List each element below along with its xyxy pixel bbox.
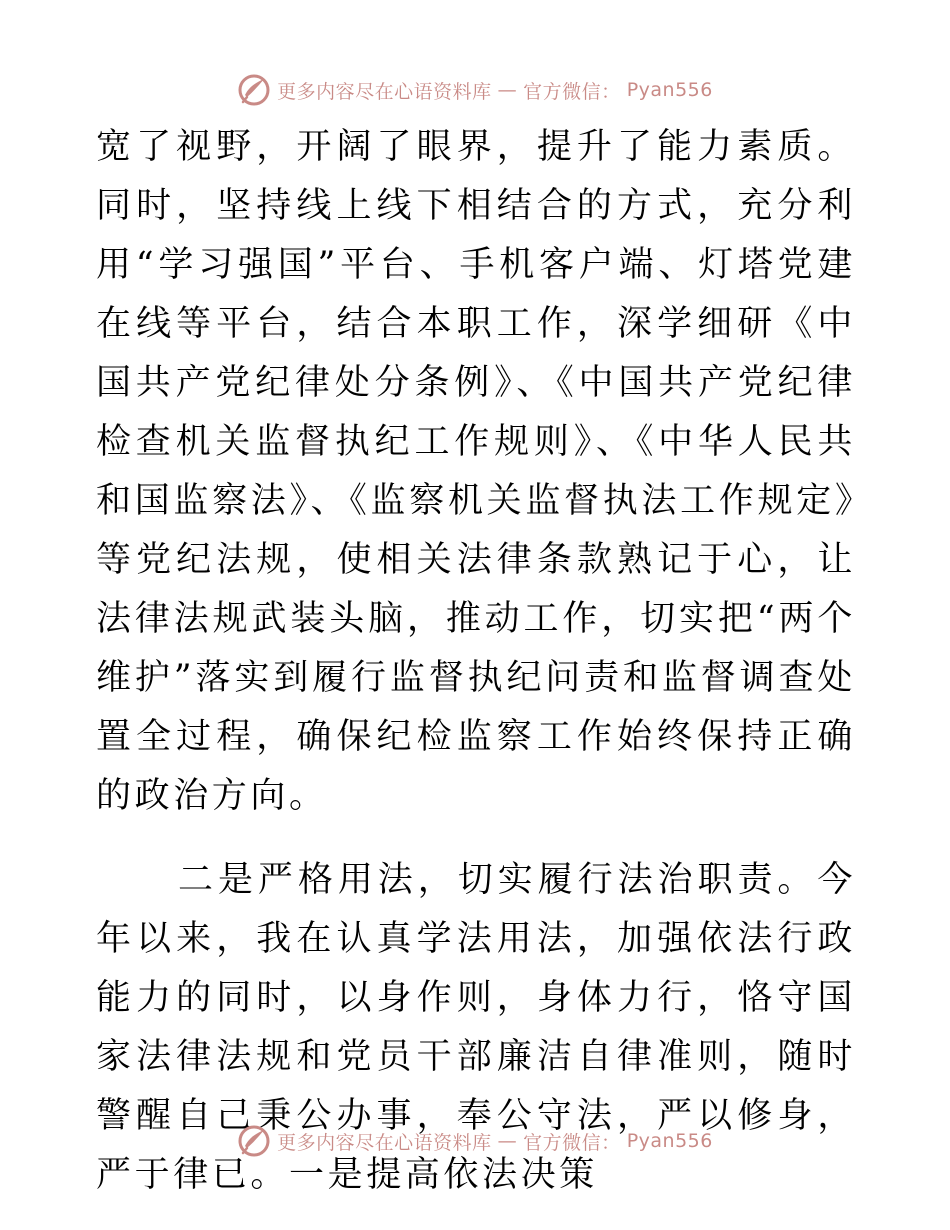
quill-logo-icon <box>237 1124 271 1158</box>
watermark-separator: — <box>497 1130 518 1152</box>
watermark-wechat-id: Pyan556 <box>626 79 713 101</box>
watermark-wechat-label: 官方微信： <box>523 1131 621 1154</box>
footer-watermark <box>0 1123 950 1159</box>
watermark-text: 更多内容尽在心语资料库 <box>277 80 492 103</box>
quill-logo-icon <box>237 73 271 107</box>
document-body <box>96 118 856 1205</box>
watermark-wechat-id: Pyan556 <box>626 1130 713 1152</box>
header-watermark <box>0 72 950 108</box>
watermark-separator: — <box>497 79 518 101</box>
watermark-text: 更多内容尽在心语资料库 <box>277 1131 492 1154</box>
watermark-wechat-label: 官方微信： <box>523 80 621 103</box>
paragraph: 二是严格用法，切实履行法治职责。今年以来，我在认真学法用法，加强依法行政能力的同时，以身作则，身体力行，恪守国家法律法规和党员干部廉洁自律准则，随时警醒自己秉公办事，奉公守法，严以修身，严于律已。一是提高依法决策 <box>96 860 856 1195</box>
paragraph: 宽了视野，开阔了眼界，提升了能力素质。同时，坚持线上线下相结合的方式，充分利用“学习强国”平台、手机客户端、灯塔党建在线等平台，结合本职工作，深学细研《中国共产党纪律处分条例》、《中国共产党纪律检查机关监督执纪工作规则》、《中华人民共和国监察法》、《监察机关监督执法工作规定》等党纪法规，使相关法律条款熟记于心，让法律法规武装头脑，推动工作，切实把“两个维护”落实到履行监督执纪问责和监督调查处置全过程，确保纪检监察工作始终保持正确的政治方向。 <box>96 127 856 816</box>
